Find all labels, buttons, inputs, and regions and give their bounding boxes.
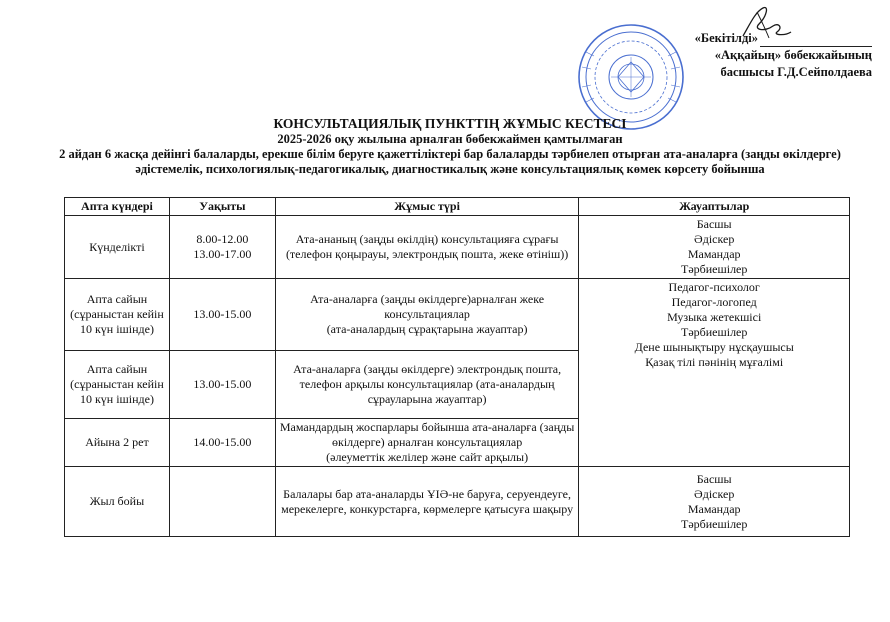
row-responsible: Басшы Әдіскер Мамандар Тәрбиешілер xyxy=(579,216,850,279)
approval-organization: «Аққайың» бөбекжайының xyxy=(714,48,872,62)
row-time: 14.00-15.00 xyxy=(169,419,275,467)
row-responsible: Педагог-психолог Педагог-логопед Музыка жетекшісі Тәрбиешілер Дене шынықтыру нұсқаушысы Қазақ тілі пәнінің мұғалімі xyxy=(579,279,850,467)
row-work: Ата-аналарға (заңды өкілдерге) электрондық пошта, телефон арқылы консультациялар (ата-аналардың сұрауларына жауаптар) xyxy=(275,351,579,419)
row-responsible: Басшы Әдіскер Мамандар Тәрбиешілер xyxy=(579,467,850,537)
header-work-type: Жұмыс түрі xyxy=(275,198,579,216)
row-work: Ата-ананың (заңды өкілдің) консультацияға сұрағы (телефон қоңырауы, электрондық пошта, жеке өтініш)) xyxy=(275,216,579,279)
table-row xyxy=(65,216,850,279)
row-time: 13.00-15.00 xyxy=(169,279,275,351)
row-day: Жыл бойы xyxy=(65,467,170,537)
row-day: Апта сайын (сұраныстан кейін 10 күн ішінде) xyxy=(65,351,170,419)
table-row xyxy=(65,467,850,537)
row-time: 8.00-12.00 13.00-17.00 xyxy=(169,216,275,279)
approval-block xyxy=(632,30,872,81)
schedule-table xyxy=(64,197,850,537)
row-time xyxy=(169,467,275,537)
header-days: Апта күндері xyxy=(65,198,170,216)
row-day: Айына 2 рет xyxy=(65,419,170,467)
row-day: Апта сайын (сұраныстан кейін 10 күн ішінде) xyxy=(65,279,170,351)
approved-label: «Бекітілді» xyxy=(694,31,758,45)
row-day: Күнделікті xyxy=(65,216,170,279)
row-work: Балалары бар ата-аналарды ҰІӘ-не баруға, серуендеуге, мерекелерге, конкурстарға, көрмелерге қатысуға шақыру xyxy=(275,467,579,537)
document-description: 2 айдан 6 жасқа дейінгі балаларды, ерекше білім беруге қажеттіліктері бар балаларды тәрбиелеп отырған ата-аналарға (заңды өкілдерге) әдістемелік, психологиялық-педагогикалық, диагностикалық және консультациялық көмек көрсету бойынша xyxy=(59,147,841,176)
document-header xyxy=(40,116,860,177)
approval-head-name: басшысы Г.Д.Сейполдаева xyxy=(720,65,872,79)
header-time: Уақыты xyxy=(169,198,275,216)
row-time: 13.00-15.00 xyxy=(169,351,275,419)
header-responsible: Жауаптылар xyxy=(579,198,850,216)
table-row xyxy=(65,279,850,351)
row-work: Мамандардың жоспарлары бойынша ата-аналарға (заңды өкілдерге) арналған консультациялар (әлеуметтік желілер және сайт арқылы) xyxy=(275,419,579,467)
document-subtitle: 2025-2026 оқу жылына арналған бөбекжаймен қамтылмаған xyxy=(277,132,623,146)
signature-line xyxy=(760,34,872,47)
row-work: Ата-аналарға (заңды өкілдерге)арналған жеке консультациялар (ата-аналардың сұрақтарына жауаптар) xyxy=(275,279,579,351)
table-header-row xyxy=(65,198,850,216)
approval-line xyxy=(632,30,872,47)
document-title: КОНСУЛЬТАЦИЯЛЫҚ ПУНКТТІҢ ЖҰМЫС КЕСТЕСІ xyxy=(273,116,627,131)
